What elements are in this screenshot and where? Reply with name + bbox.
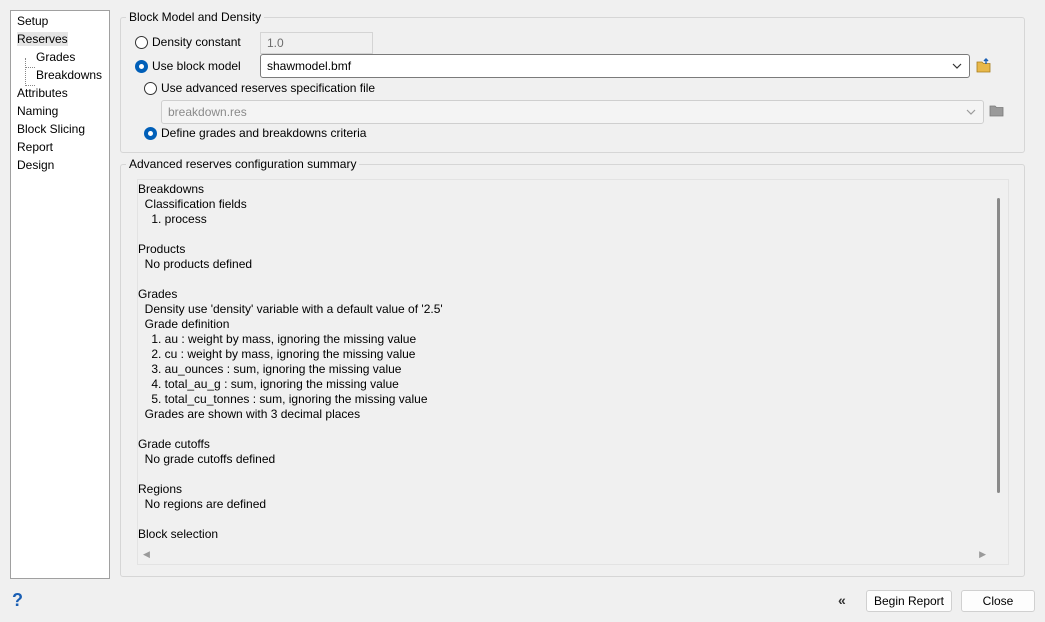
define-grades-label: Define grades and breakdowns criteria	[161, 126, 367, 140]
scroll-left-icon[interactable]: ◀	[143, 549, 150, 559]
summary-line: 5. total_cu_tonnes : sum, ignoring the missing value	[138, 392, 428, 406]
advanced-spec-value: breakdown.res	[168, 105, 247, 119]
scroll-right-icon[interactable]: ▶	[979, 549, 986, 559]
use-block-model-option[interactable]	[135, 59, 241, 73]
summary-group-title: Advanced reserves configuration summary	[126, 157, 359, 171]
block-model-combo[interactable]	[260, 54, 970, 78]
block-model-value: shawmodel.bmf	[267, 59, 352, 73]
define-grades-radio[interactable]	[144, 127, 157, 140]
density-constant-label: Density constant	[152, 35, 241, 49]
nav-item-report[interactable]: Report	[17, 140, 54, 154]
summary-line	[138, 467, 994, 482]
close-button[interactable]: Close	[961, 590, 1035, 612]
density-constant-radio[interactable]	[135, 36, 148, 49]
navigation-tree	[10, 10, 110, 579]
summary-line: Density use 'density' variable with a default value of '2.5'	[138, 302, 443, 316]
density-constant-input[interactable]: 1.0	[260, 32, 373, 54]
define-grades-option[interactable]	[144, 126, 366, 140]
summary-line: Classification fields	[138, 197, 247, 211]
summary-line: 3. au_ounces : sum, ignoring the missing value	[138, 362, 402, 376]
advanced-spec-combo[interactable]	[161, 100, 984, 124]
summary-text-area[interactable]	[137, 179, 1009, 565]
folder-icon[interactable]	[989, 103, 1007, 119]
use-advanced-label: Use advanced reserves specification file	[161, 81, 376, 95]
chevron-down-icon[interactable]	[951, 55, 963, 77]
nav-item-breakdowns[interactable]: Breakdowns	[36, 68, 103, 82]
summary-line: Grade definition	[138, 317, 230, 331]
summary-line: 4. total_au_g : sum, ignoring the missing value	[138, 377, 399, 391]
summary-line: Grade cutoffs	[138, 437, 210, 451]
summary-line: No grade cutoffs defined	[138, 452, 276, 466]
chevron-down-icon[interactable]	[965, 101, 977, 123]
summary-line	[138, 227, 994, 242]
summary-line: Products	[138, 242, 186, 256]
collapse-icon[interactable]: «	[838, 592, 843, 608]
vertical-scrollbar[interactable]	[997, 198, 1000, 493]
tree-connector	[25, 58, 26, 86]
nav-item-setup[interactable]: Setup	[17, 14, 49, 28]
nav-item-block-slicing[interactable]: Block Slicing	[17, 122, 86, 136]
use-block-model-label: Use block model	[152, 59, 241, 73]
summary-line	[138, 272, 994, 287]
use-advanced-option[interactable]	[144, 81, 375, 95]
nav-item-attributes[interactable]: Attributes	[17, 86, 68, 100]
nav-item-label: Reserves	[17, 32, 68, 46]
nav-item-grades[interactable]: Grades	[36, 50, 76, 64]
summary-line	[138, 512, 994, 527]
summary-line: Block selection	[138, 527, 219, 541]
tree-connector	[25, 67, 35, 68]
open-folder-icon[interactable]	[976, 58, 994, 74]
help-icon[interactable]: ?	[12, 590, 23, 610]
summary-line: 1. au : weight by mass, ignoring the missing value	[138, 332, 417, 346]
summary-line: 1. process	[138, 212, 207, 226]
density-constant-option[interactable]	[135, 35, 241, 49]
nav-item-reserves[interactable]	[17, 31, 68, 47]
nav-item-naming[interactable]: Naming	[17, 104, 59, 118]
summary-line	[138, 422, 994, 437]
summary-line: No regions are defined	[138, 497, 267, 511]
summary-lines	[138, 182, 994, 542]
summary-line: 2. cu : weight by mass, ignoring the missing value	[138, 347, 416, 361]
begin-report-button[interactable]: Begin Report	[866, 590, 952, 612]
use-block-model-radio[interactable]	[135, 60, 148, 73]
summary-line: Breakdowns	[138, 182, 205, 196]
use-advanced-radio[interactable]	[144, 82, 157, 95]
nav-item-design[interactable]: Design	[17, 158, 55, 172]
summary-line: No products defined	[138, 257, 253, 271]
summary-line: Grades are shown with 3 decimal places	[138, 407, 361, 421]
block-model-group-title: Block Model and Density	[126, 10, 264, 24]
summary-line: Grades	[138, 287, 178, 301]
summary-line: Regions	[138, 482, 183, 496]
